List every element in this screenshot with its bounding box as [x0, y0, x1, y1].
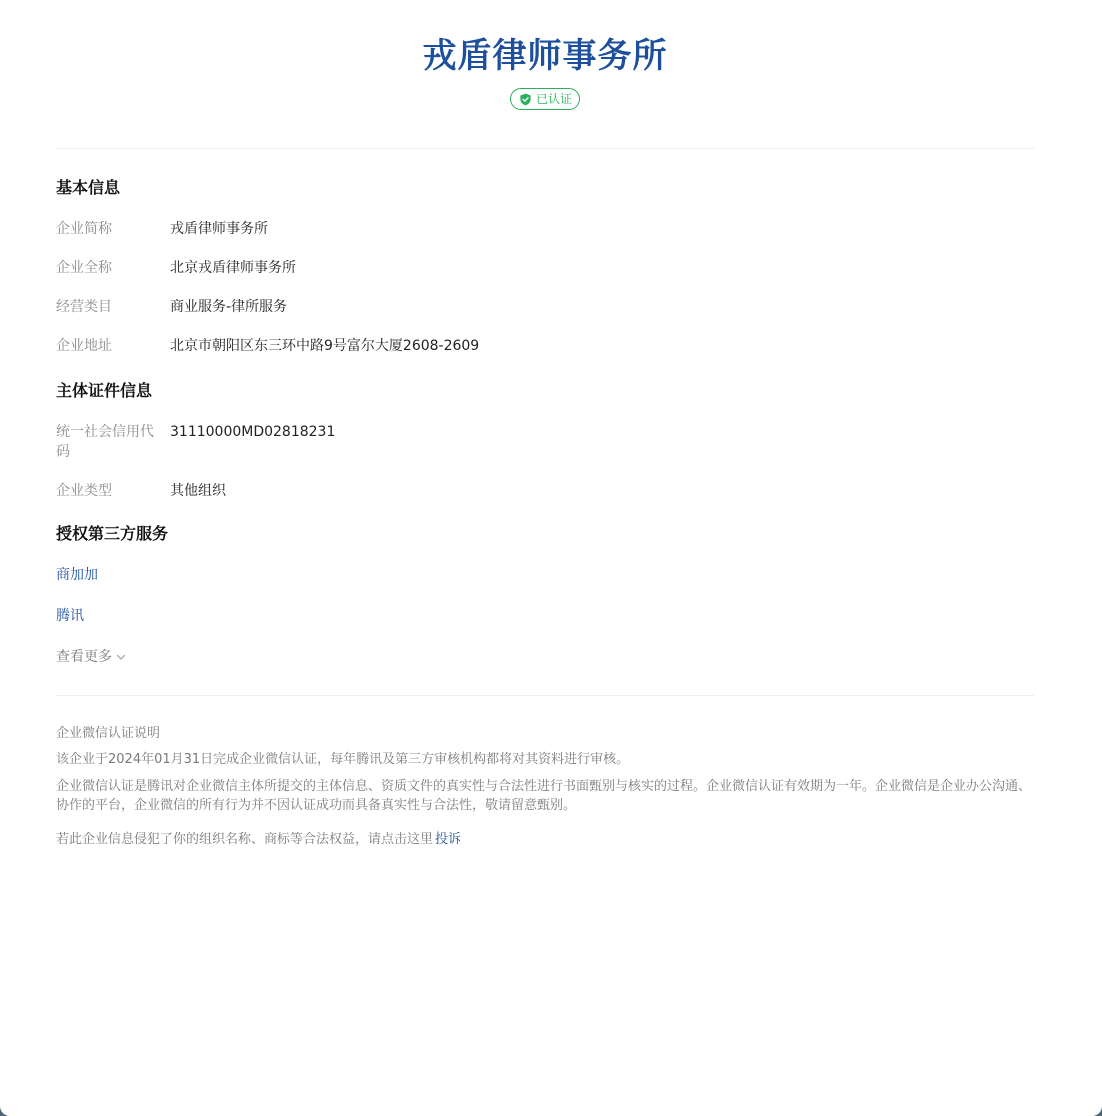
- info-label: 企业简称: [56, 221, 112, 237]
- section-title-basic-info: 基本信息: [56, 178, 121, 197]
- info-label: 统一社会信用代码: [56, 424, 154, 460]
- footer-divider: [56, 695, 1034, 696]
- section-title-certificate-info: 主体证件信息: [56, 381, 153, 400]
- info-value: 31110000MD02818231: [170, 424, 336, 440]
- section-title-third-party: 授权第三方服务: [56, 524, 169, 543]
- info-row-credit-code: [56, 422, 1034, 462]
- note-certification-description: 企业微信认证是腾讯对企业微信主体所提交的主体信息、资质文件的真实性与合法性进行书面甄别与核实的过程。企业微信认证有效期为一年。企业微信是企业办公沟通、协作的平台，企业微信的所有行为并不因认证成功而具备真实性与合法性，敬请留意甄别。: [56, 779, 1032, 813]
- info-value: 北京戎盾律师事务所: [170, 260, 296, 276]
- info-label: 企业地址: [56, 338, 112, 354]
- complaint-text: 若此企业信息侵犯了你的组织名称、商标等合法权益，请点击这里: [56, 832, 434, 847]
- verified-label: 已认证: [535, 92, 572, 106]
- show-more-label: 查看更多: [56, 649, 112, 665]
- info-value: 戎盾律师事务所: [170, 221, 268, 237]
- info-row-enterprise-type: [56, 481, 1034, 501]
- info-label: 企业全称: [56, 260, 112, 276]
- company-title: 戎盾律师事务所: [422, 36, 668, 76]
- info-value: 商业服务-律所服务: [170, 299, 288, 315]
- third-party-link-tencent[interactable]: 腾讯: [56, 608, 84, 624]
- certification-notes: [56, 725, 1034, 849]
- note-certification-date: 该企业于2024年01月31日完成企业微信认证，每年腾讯及第三方审核机构都将对其资料进行审核。: [56, 752, 630, 767]
- info-row-address: [56, 336, 1034, 356]
- complaint-line: [56, 831, 1034, 849]
- info-label: 企业类型: [56, 483, 112, 499]
- notes-title: 企业微信认证说明: [56, 726, 161, 741]
- info-value: 北京市朝阳区东三环中路9号富尔大厦2608-2609: [170, 338, 480, 354]
- shield-check-icon: [519, 93, 532, 106]
- info-row-short-name: [56, 219, 1034, 239]
- info-value: 其他组织: [170, 483, 226, 499]
- chevron-down-icon: [115, 651, 127, 663]
- info-row-full-name: [56, 258, 1034, 278]
- main-content: [56, 0, 1034, 849]
- show-more-button[interactable]: [56, 647, 127, 667]
- verified-badge: [510, 88, 580, 110]
- info-label: 经营类目: [56, 299, 112, 315]
- info-row-business-category: [56, 297, 1034, 317]
- page-header: [56, 0, 1034, 110]
- third-party-link-shangjiajia[interactable]: 商加加: [56, 567, 98, 583]
- complaint-link[interactable]: 投诉: [435, 832, 462, 847]
- header-divider: [56, 148, 1034, 149]
